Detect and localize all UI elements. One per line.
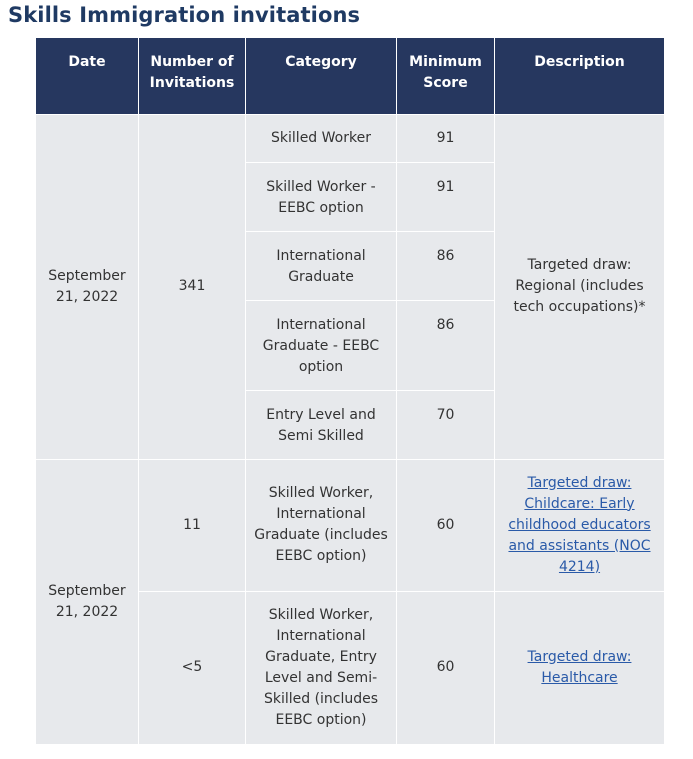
childcare-draw-link[interactable]: Targeted draw: Childcare: Early childhood educators and assistants (NOC 4214) [508, 474, 651, 575]
score-cell: 86 [397, 300, 495, 390]
score-cell: 60 [397, 591, 495, 744]
category-cell: International Graduate - EEBC option [246, 300, 397, 390]
description-cell [495, 459, 665, 591]
category-cell: Skilled Worker [246, 114, 397, 162]
table-row [36, 114, 665, 162]
category-cell: Skilled Worker, International Graduate (includes EEBC option) [246, 459, 397, 591]
score-cell: 70 [397, 390, 495, 459]
description-cell [495, 591, 665, 744]
header-description: Description [495, 38, 665, 114]
invitations-cell: 11 [139, 459, 246, 591]
invitations-table [35, 38, 665, 745]
date-cell: September 21, 2022 [36, 114, 139, 459]
score-cell: 86 [397, 231, 495, 300]
page-title: Skills Immigration invitations [8, 3, 361, 27]
table-row [36, 459, 665, 591]
category-cell: Entry Level and Semi Skilled [246, 390, 397, 459]
category-cell: Skilled Worker, International Graduate, Entry Level and Semi-Skilled (includes EEBC option) [246, 591, 397, 744]
date-cell: September 21, 2022 [36, 459, 139, 744]
score-cell: 91 [397, 114, 495, 162]
invitations-cell: <5 [139, 591, 246, 744]
score-cell: 91 [397, 162, 495, 231]
healthcare-draw-link[interactable]: Targeted draw: Healthcare [527, 648, 632, 686]
header-date: Date [36, 38, 139, 114]
header-category: Category [246, 38, 397, 114]
header-minimum-score: Minimum Score [397, 38, 495, 114]
category-cell: International Graduate [246, 231, 397, 300]
score-cell: 60 [397, 459, 495, 591]
category-cell: Skilled Worker - EEBC option [246, 162, 397, 231]
invitations-cell: 341 [139, 114, 246, 459]
table-header-row [36, 38, 665, 114]
header-invitations: Number of Invitations [139, 38, 246, 114]
description-cell: Targeted draw: Regional (includes tech occupations)* [495, 114, 665, 459]
